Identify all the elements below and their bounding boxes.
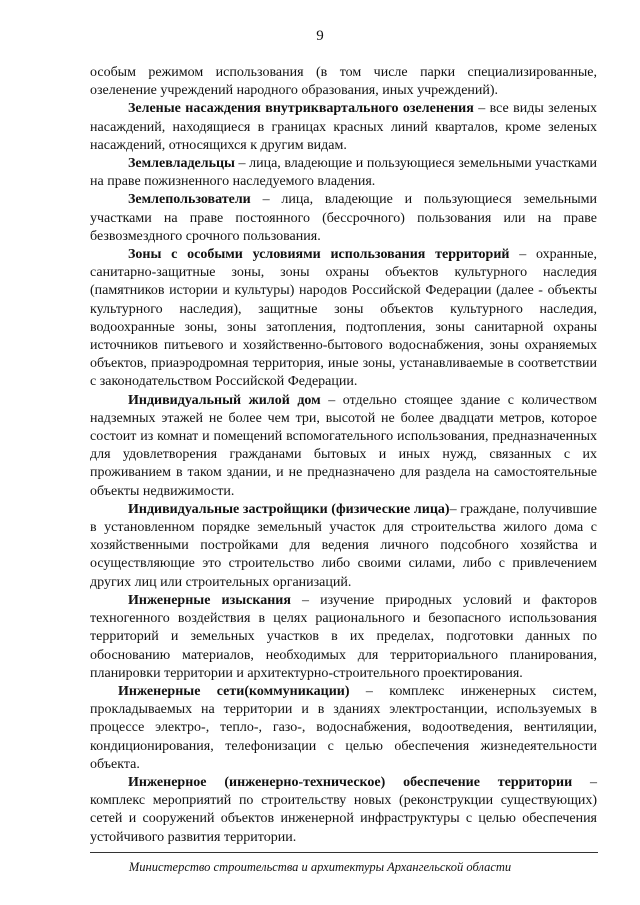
definition-term: Инженерное (инженерно-техническое) обеспечение территории bbox=[128, 774, 573, 790]
definition-term: Инженерные сети(коммуникации) bbox=[118, 683, 350, 699]
footer-divider bbox=[90, 852, 598, 853]
paragraph-continuation bbox=[90, 64, 597, 100]
page-number: 9 bbox=[316, 28, 324, 44]
definition-term: Землевладельцы bbox=[128, 156, 235, 172]
definition-engineering-surveys bbox=[90, 592, 597, 683]
page-footer: Министерство строительства и архитектуры Архангельской области bbox=[128, 860, 512, 874]
definition-term: Инженерные изыскания bbox=[128, 592, 291, 608]
definition-term: Зоны с особыми условиями использования территорий bbox=[128, 247, 510, 263]
definition-text: – охранные, санитарно-защитные зоны, зоны охраны объектов культурного наследия (памятников истории и культуры) народов Российской Федерации (далее - объекты культурного наследия), защитные зоны объектов культурного наследия, водоохранные зоны, зоны затопления, подтопления, зоны санитарной охраны источников питьевого и хозяйственно-бытового водоснабжения, зоны охраняемых объектов, приаэродромная территория, иные зоны, устанавливаемые в соответствии с законодательством Российской Федерации. bbox=[90, 247, 597, 390]
definition-term: Индивидуальный жилой дом bbox=[128, 392, 321, 408]
definition-term: Землепользователи bbox=[128, 192, 251, 208]
definition-text: – все виды зеленых насаждений, находящиеся в границах красных линий кварталов, кроме зеленых насаждений, относящихся к другим видам. bbox=[90, 101, 597, 153]
definition-text: – комплекс мероприятий по строительству новых (реконструкции существующих) сетей и сооружений объектов инженерной инфраструктуры с целью обеспечения устойчивого развития территории. bbox=[90, 774, 598, 845]
definition-land-users bbox=[90, 191, 597, 246]
definition-individual-developers bbox=[90, 501, 597, 592]
definition-text: – отдельно стоящее здание с количеством надземных этажей не более чем три, высотой не более двадцати метров, которое состоит из комнат и помещений вспомогательного использования, предназначенных для удовлетворения гражданами бытовых и иных нужд, связанных с их проживанием в таком здании, и не предназначено для раздела на самостоятельные объекты недвижимости. bbox=[90, 392, 597, 499]
definition-text: – изучение природных условий и факторов техногенного воздействия в целях рационального и безопасного использования территорий и земельных участков в их пределах, подготовки данных по обоснованию материалов, необходимых для территориального планирования, планировки территории и архитектурно-строительного проектирования. bbox=[90, 592, 597, 681]
definition-engineering-networks bbox=[90, 683, 597, 774]
definition-text: – лица, владеющие и пользующиеся земельными участками на праве постоянного (бессрочного) пользования или на праве безвозмездного срочного пользования. bbox=[90, 192, 597, 244]
definition-text: – лица, владеющие и пользующиеся земельными участками на праве пожизненного наследуемого владения. bbox=[90, 156, 597, 190]
paragraph-text: особым режимом использования (в том числе парки специализированные, озеленение учреждений народного образования, иных учреждений). bbox=[90, 65, 597, 99]
definition-landowners bbox=[90, 155, 597, 191]
definition-individual-house bbox=[90, 392, 597, 501]
definition-text: – граждане, получившие в установленном порядке земельный участок для строительства жилого дома с хозяйственными постройками для ведения личного подсобного хозяйства и осуществляющие это строительство либо своими силами, либо с привлечением других лиц или строительных организаций. bbox=[90, 501, 597, 590]
document-body bbox=[90, 64, 597, 847]
definition-term: Индивидуальные застройщики (физические лица) bbox=[128, 501, 450, 517]
definition-special-zones bbox=[90, 246, 597, 392]
definition-term: Зеленые насаждения внутриквартального озеленения bbox=[128, 101, 474, 117]
definition-green-spaces bbox=[90, 100, 597, 155]
definition-engineering-support bbox=[90, 774, 597, 847]
definition-text: – комплекс инженерных систем, прокладываемых на территории и в зданиях электростанции, используемых в процессе электро-, тепло-, газо-, водоснабжения, водоотведения, вентиляции, кондиционирования, телефонизации с целью обеспечения жизнедеятельности объекта. bbox=[90, 683, 598, 772]
